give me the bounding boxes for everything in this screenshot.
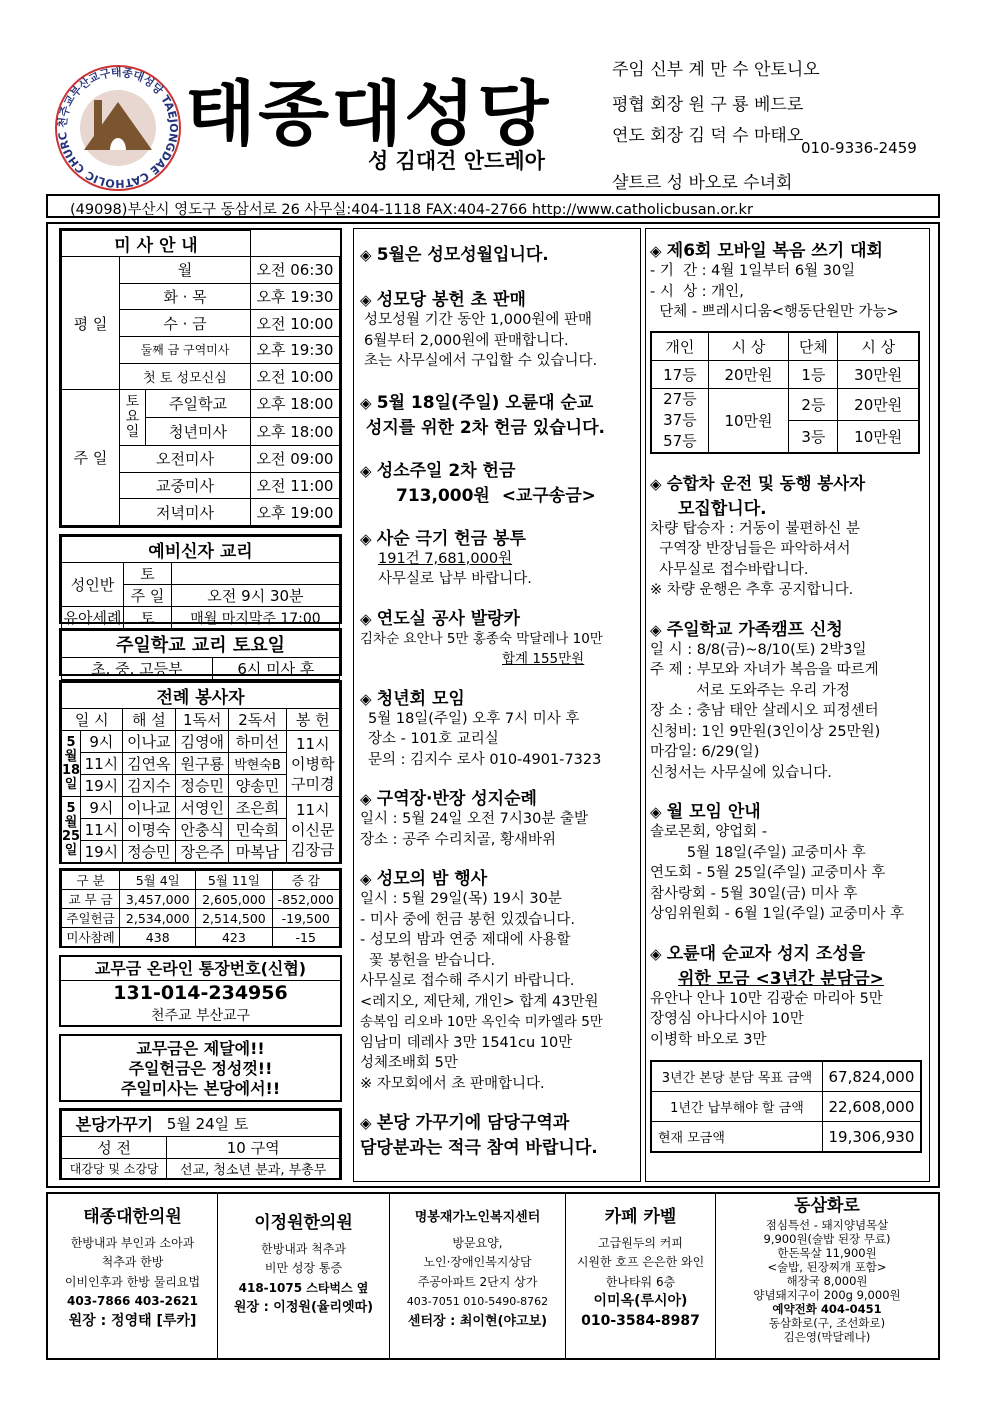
prize-table: [650, 331, 920, 454]
day: 토: [124, 563, 172, 585]
ad-line: 노인·장애인복지상담: [423, 1255, 532, 1269]
notice-line: 성체조배회 5만: [360, 1055, 458, 1071]
infant-baptism: 유아세례: [62, 607, 124, 629]
notice-line: 6월부터 2,000원에 판매합니다.: [364, 332, 569, 349]
day: 주 일: [124, 585, 172, 607]
ad-line: 김은영(막달레나): [783, 1330, 871, 1344]
ads-footer: [46, 1192, 940, 1360]
mass-day: 화 · 목: [120, 283, 251, 310]
notice-line: 구역장 반장님들은 파악하셔서: [650, 541, 851, 557]
ad-line: 원장 : 이정원(율리엣따): [233, 1300, 374, 1315]
cell: 주일헌금: [62, 909, 120, 928]
cell: 민숙희: [229, 819, 286, 841]
sisters: 샬트르 성 바오로 수녀회: [612, 173, 793, 193]
cell: 57등: [663, 431, 697, 450]
diamond-icon: ◈: [360, 246, 377, 264]
col-header: 개인: [652, 332, 709, 360]
cell: 안충식: [176, 819, 229, 841]
cell: 9시: [81, 731, 123, 753]
time: [172, 563, 340, 585]
ad-line: 척추과 한방: [101, 1255, 164, 1269]
ad-clinic-2: [218, 1194, 390, 1358]
ad-line: 점심특선 - 돼지양념목살: [765, 1218, 889, 1232]
mass-day: 월: [120, 257, 251, 284]
ad-line: 고급원두의 커피: [598, 1235, 683, 1250]
diamond-icon: ◈: [650, 242, 667, 260]
cell: 1등: [789, 360, 838, 388]
cell: 10만원: [708, 388, 789, 452]
ad-line: 403-7866 403-2621: [66, 1294, 199, 1308]
mass-day: 수 · 금: [120, 310, 251, 337]
notice-line: 김차순 요안나 5만 홍종숙 막달레나 10만: [360, 630, 603, 647]
notice-line: 마감일: 6/29(일): [650, 744, 760, 760]
notice-title: 5월 18일(주일) 오륜대 순교: [376, 392, 594, 413]
ad-name: 이정원한의원: [254, 1213, 353, 1233]
mass-day: 오전미사: [120, 446, 251, 473]
diamond-icon: ◈: [360, 790, 377, 808]
notice-line: 차량 탑승자 : 거동이 불편하신 분: [650, 520, 861, 537]
notice-line: 일시 : 5월 29일(목) 19시 30분: [360, 891, 562, 907]
cell: 19시: [81, 775, 123, 797]
diamond-icon: ◈: [360, 1114, 377, 1132]
cell: 미사참례: [62, 928, 120, 947]
col-header: 시 상: [708, 332, 789, 360]
church-name: 태종대성당: [185, 73, 551, 155]
cell: 마복남: [229, 841, 286, 863]
cell: 3,457,000: [120, 890, 196, 909]
cell: 원구룡: [176, 753, 229, 775]
ad-line: 한돈목살 11,900원: [777, 1246, 877, 1260]
notice-title: 제6회 모바일 복음 쓰기 대회: [666, 241, 883, 261]
cell: 11시: [81, 753, 123, 775]
notice-line: 주 제 : 부모와 자녀가 복음을 따르게: [650, 662, 879, 678]
slogan-line: 교무금은 제달에!!: [136, 1039, 265, 1058]
ad-name: 동삼화로: [794, 1196, 860, 1216]
mass-time: 오후 18:00: [250, 390, 339, 418]
diamond-icon: ◈: [360, 291, 377, 309]
cell: 2등: [789, 388, 838, 420]
notice-title: 주일학교 가족캠프 신청: [666, 619, 843, 640]
mass-day: 둘째 금 구역미사: [120, 336, 251, 363]
cell: 1년간 납부해야 할 금액: [652, 1092, 823, 1122]
notice-title: 713,000원 <교구송금>: [396, 485, 596, 506]
notice-title: 본당 가꾸기에 담당구역과: [376, 1113, 570, 1133]
cell: 27등: [663, 389, 697, 408]
sunday-school-title: 주일학교 교리 토요일: [62, 631, 340, 658]
notice-line: 솔로몬회, 양업회 -: [650, 824, 768, 840]
notice-line: 사무실로 접수바랍니다.: [650, 561, 809, 578]
col-header: 단체: [789, 332, 838, 360]
ad-line: 9,900원(술밥 된장 무료): [763, 1232, 891, 1246]
diamond-icon: ◈: [360, 461, 377, 480]
time: 매월 마지막주 17:00: [172, 607, 340, 629]
time: 6시 미사 후: [212, 658, 339, 680]
ad-line: 양념돼지구이 200g 9,000원: [753, 1288, 901, 1302]
cell: 2,514,500: [196, 909, 272, 928]
phone-number: 010-9336-2459: [801, 139, 917, 157]
cell: 423: [196, 928, 272, 947]
mass-time: 오전 10:00: [250, 363, 339, 390]
offering: 구미경: [291, 774, 335, 793]
notice-line: - 성모의 밤과 연중 제대에 사용할: [360, 932, 571, 948]
date: 5월25일: [62, 797, 81, 863]
cell: 정승민: [122, 841, 175, 863]
cell: 김지수: [122, 775, 175, 797]
cell: 3등: [789, 420, 838, 452]
ad-name: 태종대한의원: [83, 1207, 182, 1227]
notice-line: 서로 도와주는 우리 가정: [650, 682, 850, 699]
slogan-box: [59, 1034, 342, 1102]
notice-line: 참사랑회 - 5월 30일(금) 미사 후: [650, 885, 858, 902]
sunday-label: 주 일: [62, 390, 120, 526]
notice-line: 문의 : 김지수 로사 010-4901-7323: [368, 751, 602, 768]
mass-time: 오전 06:30: [250, 257, 339, 284]
cell: 10만원: [838, 420, 919, 452]
group: 10 구역: [167, 1137, 340, 1159]
svg-text:천주교부산교구태종대성당 TAEJONGDAE CATHOL: 천주교부산교구태종대성당 TAEJONGDAE CATHOLIC CHURC: [55, 65, 181, 191]
offering: 11시: [295, 734, 330, 753]
diamond-icon: ◈: [360, 609, 377, 628]
notice-line: - 미사 중에 헌금 봉헌 있겠습니다.: [360, 911, 575, 928]
group: 선교, 청소년 분과, 부총무: [167, 1159, 340, 1179]
right-notices: [650, 236, 928, 1153]
cell: 이나교: [122, 731, 175, 753]
ad-restaurant: [716, 1194, 938, 1358]
cell: 김영애: [176, 731, 229, 753]
mass-time: 오후 19:30: [250, 283, 339, 310]
mass-day: 교중미사: [120, 472, 251, 499]
cell: 9시: [81, 797, 123, 819]
notice-line: - 시 상 : 개인,: [650, 283, 744, 300]
ad-line: 418-1075 스타벅스 옆: [238, 1280, 369, 1295]
notice-line: ※ 차량 운행은 추후 공지합니다.: [650, 582, 854, 598]
cell: 22,608,000: [822, 1092, 920, 1122]
diamond-icon: ◈: [650, 803, 667, 821]
diamond-icon: ◈: [650, 620, 667, 639]
notice-line: 유안나 안나 10만 김광순 마리아 5만: [650, 990, 883, 1007]
cell: 이나교: [122, 797, 175, 819]
account-box: [59, 955, 342, 1027]
notice-line: 상임위원회 - 6월 1일(주일) 교중미사 후: [650, 906, 905, 922]
mass-day: 저녁미사: [120, 499, 251, 526]
diamond-icon: ◈: [360, 393, 377, 412]
ad-line: 시원한 호프 은은한 와인: [576, 1255, 705, 1269]
area: 성 전: [62, 1137, 167, 1159]
mass-day: 첫 토 성모신심: [120, 363, 251, 390]
col-header: 시 상: [838, 332, 919, 360]
account-title: 교무금 온라인 통장번호(신협): [61, 957, 340, 981]
mass-time: 오전 09:00: [250, 446, 339, 473]
ad-cafe: [566, 1194, 716, 1358]
notice-title: 연도실 공사 발랑카: [376, 608, 520, 629]
area: 대강당 및 소강당: [62, 1159, 167, 1179]
notice-line: 성모성월 기간 동안 1,000원에 판매: [364, 312, 593, 328]
col-header: 5월 11일: [196, 871, 272, 890]
col-header: 2독서: [229, 709, 286, 731]
notice-title: 승합차 운전 및 동행 봉사자: [666, 473, 866, 493]
notice-line: 꽃 봉헌을 받습니다.: [360, 952, 496, 969]
notice-line: 신청서는 사무실에 있습니다.: [650, 764, 832, 781]
students: 초. 중. 고등부: [62, 658, 213, 680]
notice-line: 연도회 - 5월 25일(주일) 교중미사 후: [650, 865, 886, 881]
church-seal-logo: [52, 62, 184, 194]
notice-title: 오륜대 순교자 성지 조성을: [666, 943, 866, 964]
ad-line: 이미옥(루시아): [593, 1293, 688, 1309]
ad-line: 한방내과 척추과: [261, 1241, 346, 1256]
cell: 이명숙: [122, 819, 175, 841]
diamond-icon: ◈: [360, 870, 377, 888]
liturgy-box: [59, 680, 342, 864]
notice-line: 초는 사무실에서 구입할 수 있습니다.: [364, 353, 598, 369]
saturday-label: 토요일: [120, 390, 146, 446]
middle-notices: [360, 240, 640, 1158]
notice-title: 5월은 성모성월입니다.: [376, 245, 549, 265]
col-header: 증 감: [272, 871, 339, 890]
patron-saint: 성 김대건 안드레아: [368, 149, 545, 173]
slogan-line: 주일헌금은 정성껏!!: [128, 1059, 273, 1078]
adult-class: 성인반: [62, 563, 124, 607]
ad-line: 010-3584-8987: [581, 1312, 700, 1329]
slogan-line: 주일미사는 본당에서!!: [120, 1079, 281, 1098]
notice-title: 성지를 위한 2차 헌금 있습니다.: [360, 417, 605, 438]
mass-time: 오전 11:00: [250, 472, 339, 499]
ad-line: <술밥, 된장찌개 포함>: [767, 1260, 887, 1274]
cell: 20만원: [838, 388, 919, 420]
diamond-icon: ◈: [650, 944, 667, 963]
notice-line: 이병학 바오로 3만: [650, 1031, 767, 1048]
date: 5월18일: [62, 731, 81, 797]
sunday-school-box: [59, 628, 342, 676]
ad-line: 원장 : 정영태 [루카]: [68, 1312, 197, 1329]
weekday-label: 평 일: [62, 257, 120, 390]
notice-line: 사무실로 납부 바랍니다.: [378, 571, 532, 587]
offering: 11시: [295, 800, 330, 819]
ad-line: 한방내과 부인과 소아과: [70, 1235, 195, 1250]
mass-day: 청년미사: [146, 418, 251, 446]
diamond-icon: ◈: [360, 689, 377, 708]
notice-line: 191건 7,681,000원: [378, 550, 513, 567]
ad-line: 방문요양,: [452, 1235, 503, 1250]
ad-line: 주공아파트 2단지 상가: [417, 1274, 538, 1289]
cell: 하미선: [229, 731, 286, 753]
catechumen-title: 예비신자 교리: [62, 537, 340, 563]
notice-line: - 기 간 : 4월 1일부터 6월 30일: [650, 263, 856, 279]
mass-day: 주일학교: [146, 390, 251, 418]
notice-title: 청년회 모임: [376, 688, 465, 709]
mass-schedule: [59, 228, 342, 528]
notice-line: 일 시 : 8/8(금)~8/10(토) 2박3일: [650, 641, 867, 658]
cell: -15: [272, 928, 339, 947]
pastor: 주임 신부 계 만 수 안토니오: [612, 60, 820, 80]
cell: -19,500: [272, 909, 339, 928]
decor-date: 5월 24일 토: [167, 1111, 340, 1137]
day: 토: [124, 607, 172, 629]
fund-table: [650, 1060, 922, 1153]
col-header: 해 설: [122, 709, 175, 731]
liturgy-title: 전례 봉사자: [62, 683, 340, 709]
notice-line: ※ 자모회에서 초 판매합니다.: [360, 1075, 545, 1092]
mass-time: 오후 18:00: [250, 418, 339, 446]
cell: 2,534,000: [120, 909, 196, 928]
cell: 3년간 본당 분담 목표 금액: [652, 1062, 823, 1092]
ad-clinic-1: [48, 1194, 218, 1358]
ad-line: 동삼화로(구, 조선화로): [768, 1316, 886, 1330]
cell: 2,605,000: [196, 890, 272, 909]
cell: 30만원: [838, 360, 919, 388]
col-header: 1독서: [176, 709, 229, 731]
col-header: 일 시: [62, 709, 123, 731]
notice-line: 송복임 리오바 10만 옥인숙 미카엘라 5만: [360, 1014, 603, 1030]
cell: 438: [120, 928, 196, 947]
time: 오전 9시 30분: [172, 585, 340, 607]
mass-time: 오후 19:30: [250, 336, 339, 363]
cell: 조은희: [229, 797, 286, 819]
notice-line: 일시 : 5월 24일 오전 7시30분 출발: [360, 811, 588, 827]
notice-line: 신청비: 1인 9만원(3인이상 25만원): [650, 723, 881, 740]
ad-name: 카페 카벨: [604, 1207, 677, 1227]
notice-title: 담당분과는 적극 참여 바랍니다.: [360, 1138, 598, 1158]
cell: 서영인: [176, 797, 229, 819]
cell: 양송민: [229, 775, 286, 797]
ad-line: 해장국 8,000원: [786, 1274, 868, 1288]
notice-title: 모집합니다.: [678, 498, 767, 519]
ad-line: 비만 성장 통증: [264, 1261, 343, 1275]
notice-line: <레지오, 제단체, 개인> 합계 43만원: [360, 993, 599, 1010]
notice-line: 임남미 데레사 3만 1541cu 10만: [360, 1034, 573, 1051]
notice-line: 장영심 아나다시아 10만: [650, 1011, 804, 1027]
notice-line: 장소 : 공주 수리치골, 황새바위: [360, 831, 557, 848]
ad-name: 명봉재가노인복지센터: [414, 1210, 541, 1225]
decor-title: 본당가꾸기: [62, 1111, 167, 1137]
decor-box: [59, 1108, 342, 1180]
mass-time: 오후 19:00: [250, 499, 339, 526]
account-owner: 천주교 부산교구: [150, 1008, 251, 1024]
cell: 정승민: [176, 775, 229, 797]
offering: 김장금: [291, 840, 335, 859]
col-header: 5월 4일: [120, 871, 196, 890]
cell: 67,824,000: [822, 1062, 920, 1092]
notice-line: 장소 - 101호 교리실: [368, 731, 499, 747]
cell: 17등: [652, 360, 709, 388]
yeondo-president: 연도 회장 김 덕 수 마태오: [612, 126, 804, 146]
cell: 교 무 금: [62, 890, 120, 909]
notice-line: 단체 - 쁘레시디움<행동단원만 가능>: [650, 304, 899, 320]
account-number: 131-014-234956: [113, 982, 288, 1004]
mass-time: 오전 10:00: [250, 310, 339, 337]
ad-line: 403-7051 010-5490-8762: [406, 1295, 549, 1308]
cell: 11시: [81, 819, 123, 841]
cell: 19시: [81, 841, 123, 863]
ad-line: 이비인후과 한방 물리요법: [64, 1274, 201, 1289]
col-header: 봉 헌: [286, 709, 339, 731]
council-president: 평협 회장 원 구 룡 베드로: [612, 95, 804, 115]
ad-welfare-center: [390, 1194, 566, 1358]
offering: 이신문: [291, 820, 335, 839]
notice-title: 성모의 밤 행사: [376, 869, 488, 889]
notice-line: 5월 18일(주일) 오후 7시 미사 후: [368, 710, 580, 727]
notice-line: 사무실로 접수해 주시기 바랍니다.: [360, 973, 575, 989]
cell: 20만원: [708, 360, 789, 388]
notice-title: 구역장·반장 성지순례: [376, 789, 537, 809]
notice-line: 장 소 : 충남 태안 살레시오 피정센터: [650, 703, 879, 719]
catechumen-box: [59, 534, 342, 627]
offering: 이병학: [291, 754, 335, 773]
cell: 장은주: [176, 841, 229, 863]
notice-title: 월 모임 안내: [666, 802, 761, 822]
notice-line: 합계 155만원: [502, 651, 585, 667]
cell: 박현숙B: [229, 753, 286, 775]
cell: 김연옥: [122, 753, 175, 775]
notice-title: 성모당 봉헌 초 판매: [376, 290, 526, 310]
stats-table: [59, 868, 342, 948]
diamond-icon: ◈: [650, 474, 667, 493]
notice-title: 성소주일 2차 헌금: [376, 460, 516, 481]
notice-line: 5월 18일(주일) 교중미사 후: [650, 844, 866, 861]
notice-title: 사순 극기 헌금 봉투: [376, 528, 526, 549]
cell: 현재 모금액: [652, 1122, 823, 1152]
ad-line: 예약전화 404-0451: [772, 1302, 882, 1316]
mass-title: 미 사 안 내: [62, 231, 251, 257]
address-bar: (49098)부산시 영도구 동삼서로 26 사무실:404-1118 FAX:404-2766 http://www.catholicbusan.or.kr: [46, 194, 940, 218]
cell: 19,306,930: [822, 1122, 920, 1152]
notice-title: 위한 모금 <3년간 분담금>: [678, 968, 884, 989]
ad-line: 한나타워 6층: [605, 1274, 676, 1289]
cell: 37등: [663, 410, 697, 429]
ad-line: 센터장 : 최이현(야고보): [407, 1313, 548, 1329]
cell: -852,000: [272, 890, 339, 909]
diamond-icon: ◈: [360, 529, 377, 548]
col-header: 구 분: [62, 871, 120, 890]
